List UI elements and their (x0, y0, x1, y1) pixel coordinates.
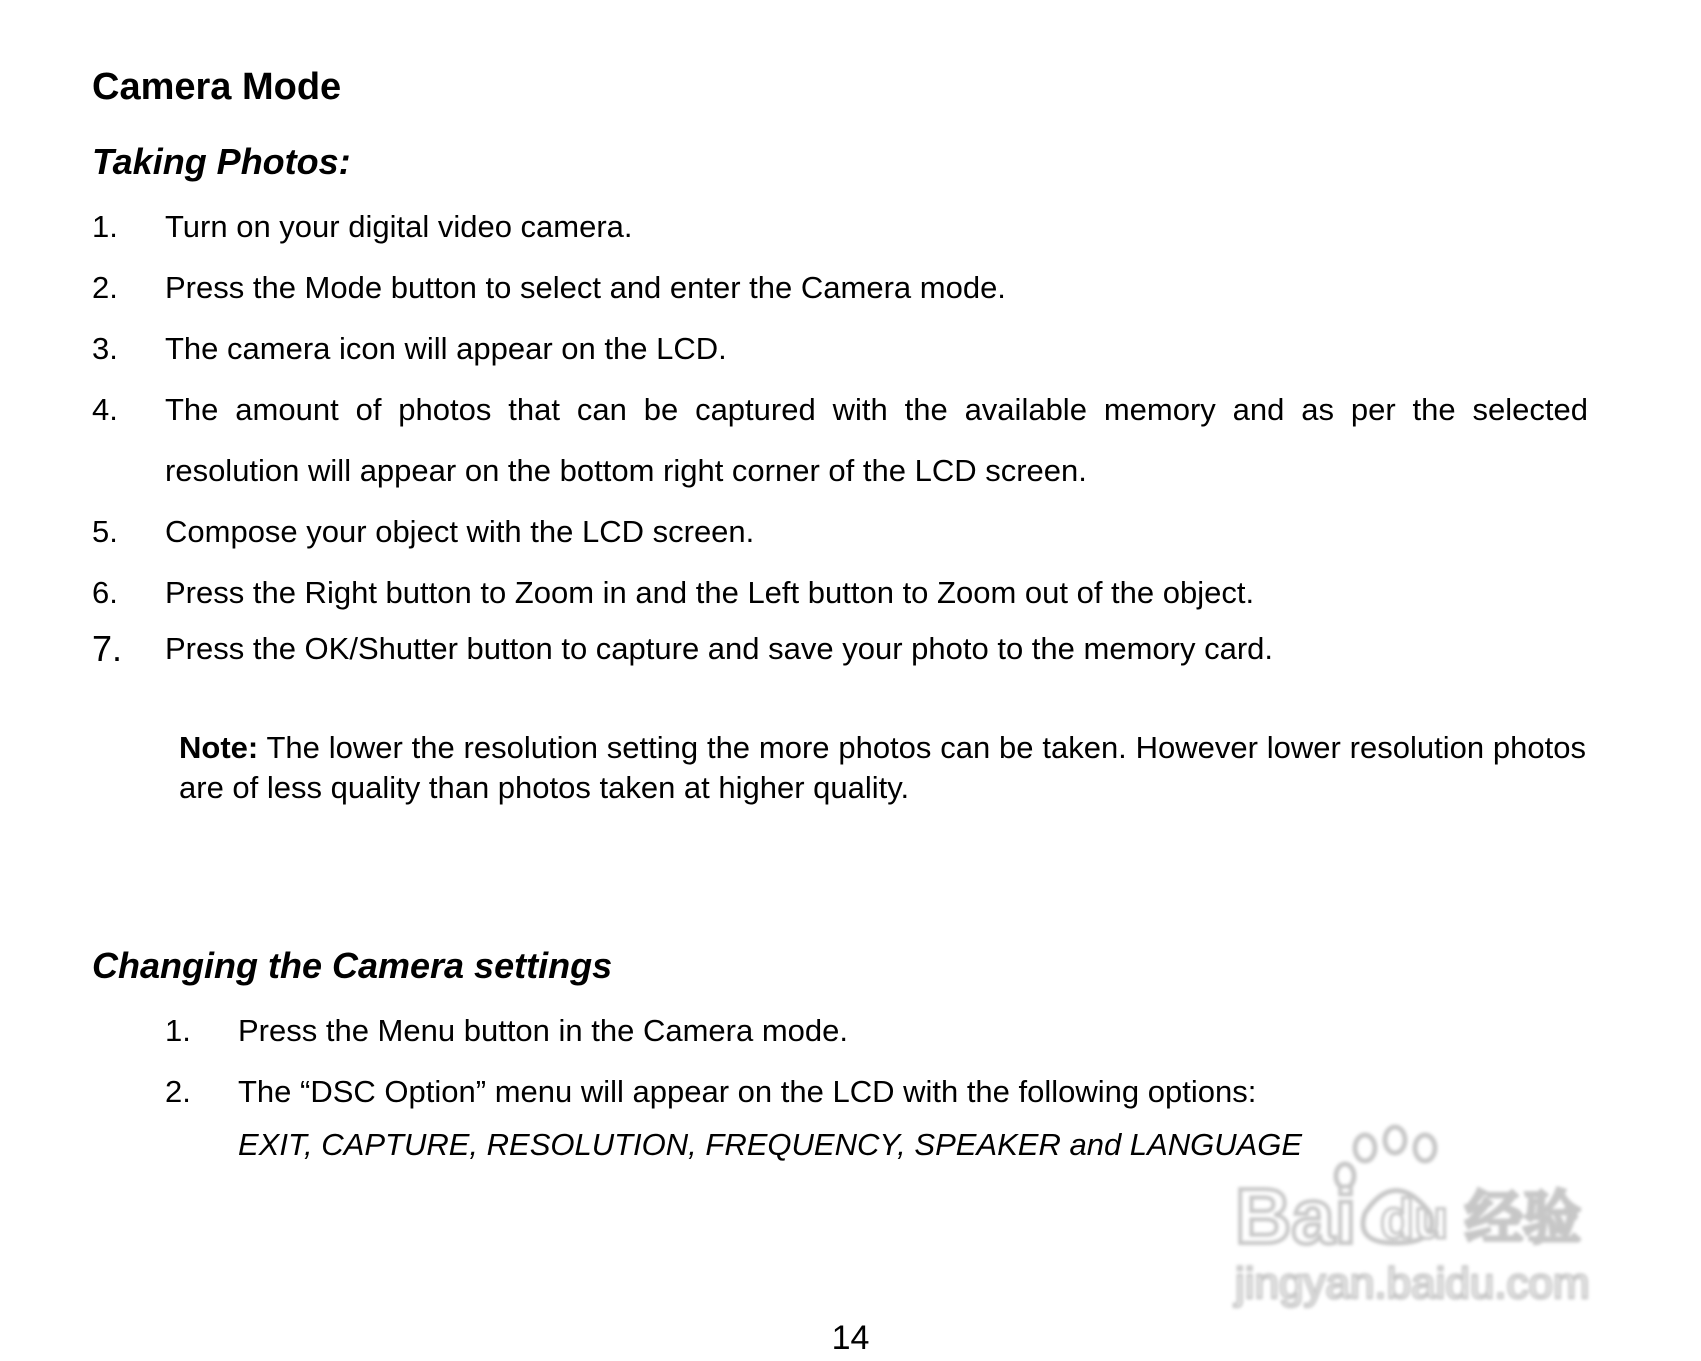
section-title-taking-photos: Taking Photos: (92, 141, 351, 182)
list-item (92, 257, 1588, 318)
step-number: 2. (92, 270, 118, 305)
note-text: The lower the resolution setting the more photos can be taken. However lower resolution photos are of less quality than photos taken at higher quality. (179, 730, 1586, 805)
step-text: The “DSC Option” menu will appear on the LCD with the following options: (238, 1074, 1257, 1109)
step-number: 6. (92, 575, 118, 610)
camera-settings-steps (165, 1000, 1585, 1122)
page-number: 14 (831, 1319, 870, 1357)
menu-options-list: EXIT, CAPTURE, RESOLUTION, FREQUENCY, SPEAKER and LANGUAGE (238, 1127, 1303, 1162)
step-number: 1. (165, 1013, 191, 1048)
step-text: Press the Right button to Zoom in and the Left button to Zoom out of the object. (165, 575, 1255, 610)
page-heading: Camera Mode (92, 66, 342, 108)
step-number: 1. (92, 209, 118, 244)
svg-text:经验: 经验 (1465, 1184, 1582, 1252)
step-number: 3. (92, 331, 118, 366)
step-number: 4. (92, 392, 118, 427)
list-item (165, 1061, 1585, 1122)
step-text: Turn on your digital video camera. (165, 209, 633, 244)
step-text: Compose your object with the LCD screen. (165, 514, 755, 549)
list-item (165, 1000, 1585, 1061)
step-text: Press the Menu button in the Camera mode. (238, 1013, 848, 1048)
list-item (92, 562, 1588, 623)
list-item (92, 379, 1588, 501)
step-text: Press the Mode button to select and enter the Camera mode. (165, 270, 1006, 305)
note-label: Note: (179, 730, 259, 765)
list-item (92, 501, 1588, 562)
svg-text:du: du (1380, 1187, 1449, 1250)
baidu-jingyan-watermark (1215, 1118, 1615, 1318)
step-text: The camera icon will appear on the LCD. (165, 331, 727, 366)
step-text: Press the OK/Shutter button to capture and save your photo to the memory card. (165, 631, 1273, 666)
list-item (92, 196, 1588, 257)
section-title-changing-settings: Changing the Camera settings (92, 945, 613, 986)
list-item (92, 318, 1588, 379)
step-text: The amount of photos that can be captured with the available memory and as per the selected resolution will appear on the bottom right corner of the LCD screen. (165, 392, 1588, 488)
step-number: 5. (92, 514, 118, 549)
note-paragraph (179, 728, 1586, 808)
step-number: 7. (92, 628, 123, 669)
svg-text:Bai: Bai (1235, 1172, 1357, 1260)
svg-text:jingyan.baidu.com: jingyan.baidu.com (1235, 1259, 1590, 1308)
list-item (92, 623, 1588, 675)
step-number: 2. (165, 1074, 191, 1109)
taking-photos-steps (92, 196, 1588, 675)
